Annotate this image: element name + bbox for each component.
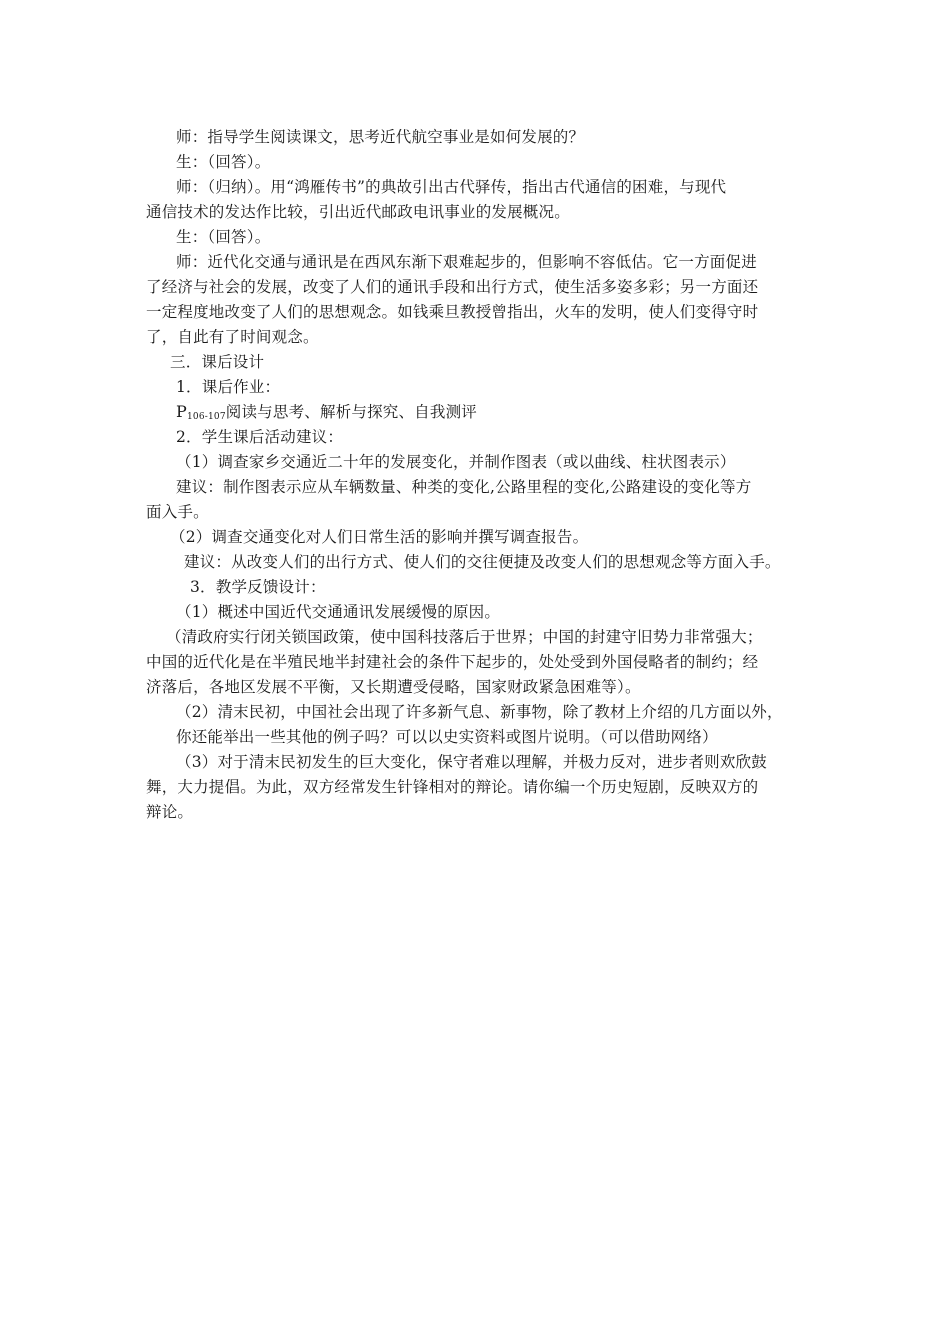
text-line-suggestion-1: 建议：制作图表示应从车辆数量、种类的变化,公路里程的变化,公路建设的变化等方 <box>176 478 752 496</box>
text-line-student-answer-2: 生：（回答）。 <box>176 228 271 246</box>
text-line-teacher-modernization: 师：近代化交通与通讯是在西风东渐下艰难起步的，但影响不容低估。它一方面促进 <box>176 253 757 271</box>
section-heading-after-class: 三．课后设计 <box>170 353 265 371</box>
item-homework-heading: 1．课后作业： <box>176 378 281 396</box>
text-line-teacher-summary-cont: 通信技术的发达作比较，引出近代邮政电讯事业的发展概况。 <box>146 203 570 221</box>
text-line-teacher-aviation: 师：指导学生阅读课文，思考近代航空事业是如何发展的？ <box>176 128 585 146</box>
text-line-feedback-1: （1）概述中国近代交通通讯发展缓慢的原因。 <box>176 603 501 621</box>
homework-items: 阅读与思考、解析与探究、自我测评 <box>225 403 477 421</box>
page-prefix: P <box>176 402 187 421</box>
item-feedback-heading: 3．教学反馈设计： <box>190 578 326 596</box>
text-line-student-answer-1: 生：（回答）。 <box>176 153 271 171</box>
text-line-suggestion-2: 建议：从改变人们的出行方式、使人们的交往便捷及改变人们的思想观念等方面入手。 <box>184 553 781 571</box>
text-line-suggestion-1-cont: 面入手。 <box>146 503 209 521</box>
text-line-activity-1: （1）调查家乡交通近二十年的发展变化，并制作图表（或以曲线、柱状图表示） <box>176 453 736 471</box>
text-line-feedback-1-answer: （清政府实行闭关锁国政策，使中国科技落后于世界；中国的封建守旧势力非常强大； <box>166 628 763 646</box>
text-line-activity-2: （2）调查交通变化对人们日常生活的影响并撰写调查报告。 <box>170 528 589 546</box>
text-line-feedback-2: （2）清末民初，中国社会出现了许多新气息、新事物，除了教材上介绍的几方面以外， <box>176 703 783 721</box>
text-line-feedback-1-answer-cont-1: 中国的近代化是在半殖民地半封建社会的条件下起步的，处处受到外国侵略者的制约；经 <box>146 653 759 671</box>
text-line-teacher-modernization-cont-3: 了，自此有了时间观念。 <box>146 328 319 346</box>
text-line-teacher-modernization-cont-2: 一定程度地改变了人们的思想观念。如钱乘旦教授曾指出，火车的发明，使人们变得守时 <box>146 303 759 321</box>
item-activity-suggestions-heading: 2．学生课后活动建议： <box>176 428 344 446</box>
page-range-subscript: 106-107 <box>186 412 226 422</box>
text-line-feedback-1-answer-cont-2: 济落后，各地区发展不平衡，又长期遭受侵略，国家财政紧急困难等）。 <box>146 678 641 696</box>
text-line-teacher-modernization-cont-1: 了经济与社会的发展，改变了人们的通讯手段和出行方式，使生活多姿多彩；另一方面还 <box>146 278 759 296</box>
text-line-feedback-2-cont: 你还能举出一些其他的例子吗？可以以史实资料或图片说明。（可以借助网络） <box>176 728 718 746</box>
text-line-feedback-3-cont-1: 舞，大力提倡。为此，双方经常发生针锋相对的辩论。请你编一个历史短剧，反映双方的 <box>146 778 759 796</box>
text-line-feedback-3-cont-2: 辩论。 <box>146 803 194 821</box>
text-line-teacher-summary: 师：（归纳）。用“鸿雁传书”的典故引出古代驿传，指出古代通信的困难，与现代 <box>176 178 727 196</box>
text-line-homework-pages <box>176 402 477 425</box>
text-line-feedback-3: （3）对于清末民初发生的巨大变化，保守者难以理解，并极力反对，进步者则欢欣鼓 <box>176 753 767 771</box>
